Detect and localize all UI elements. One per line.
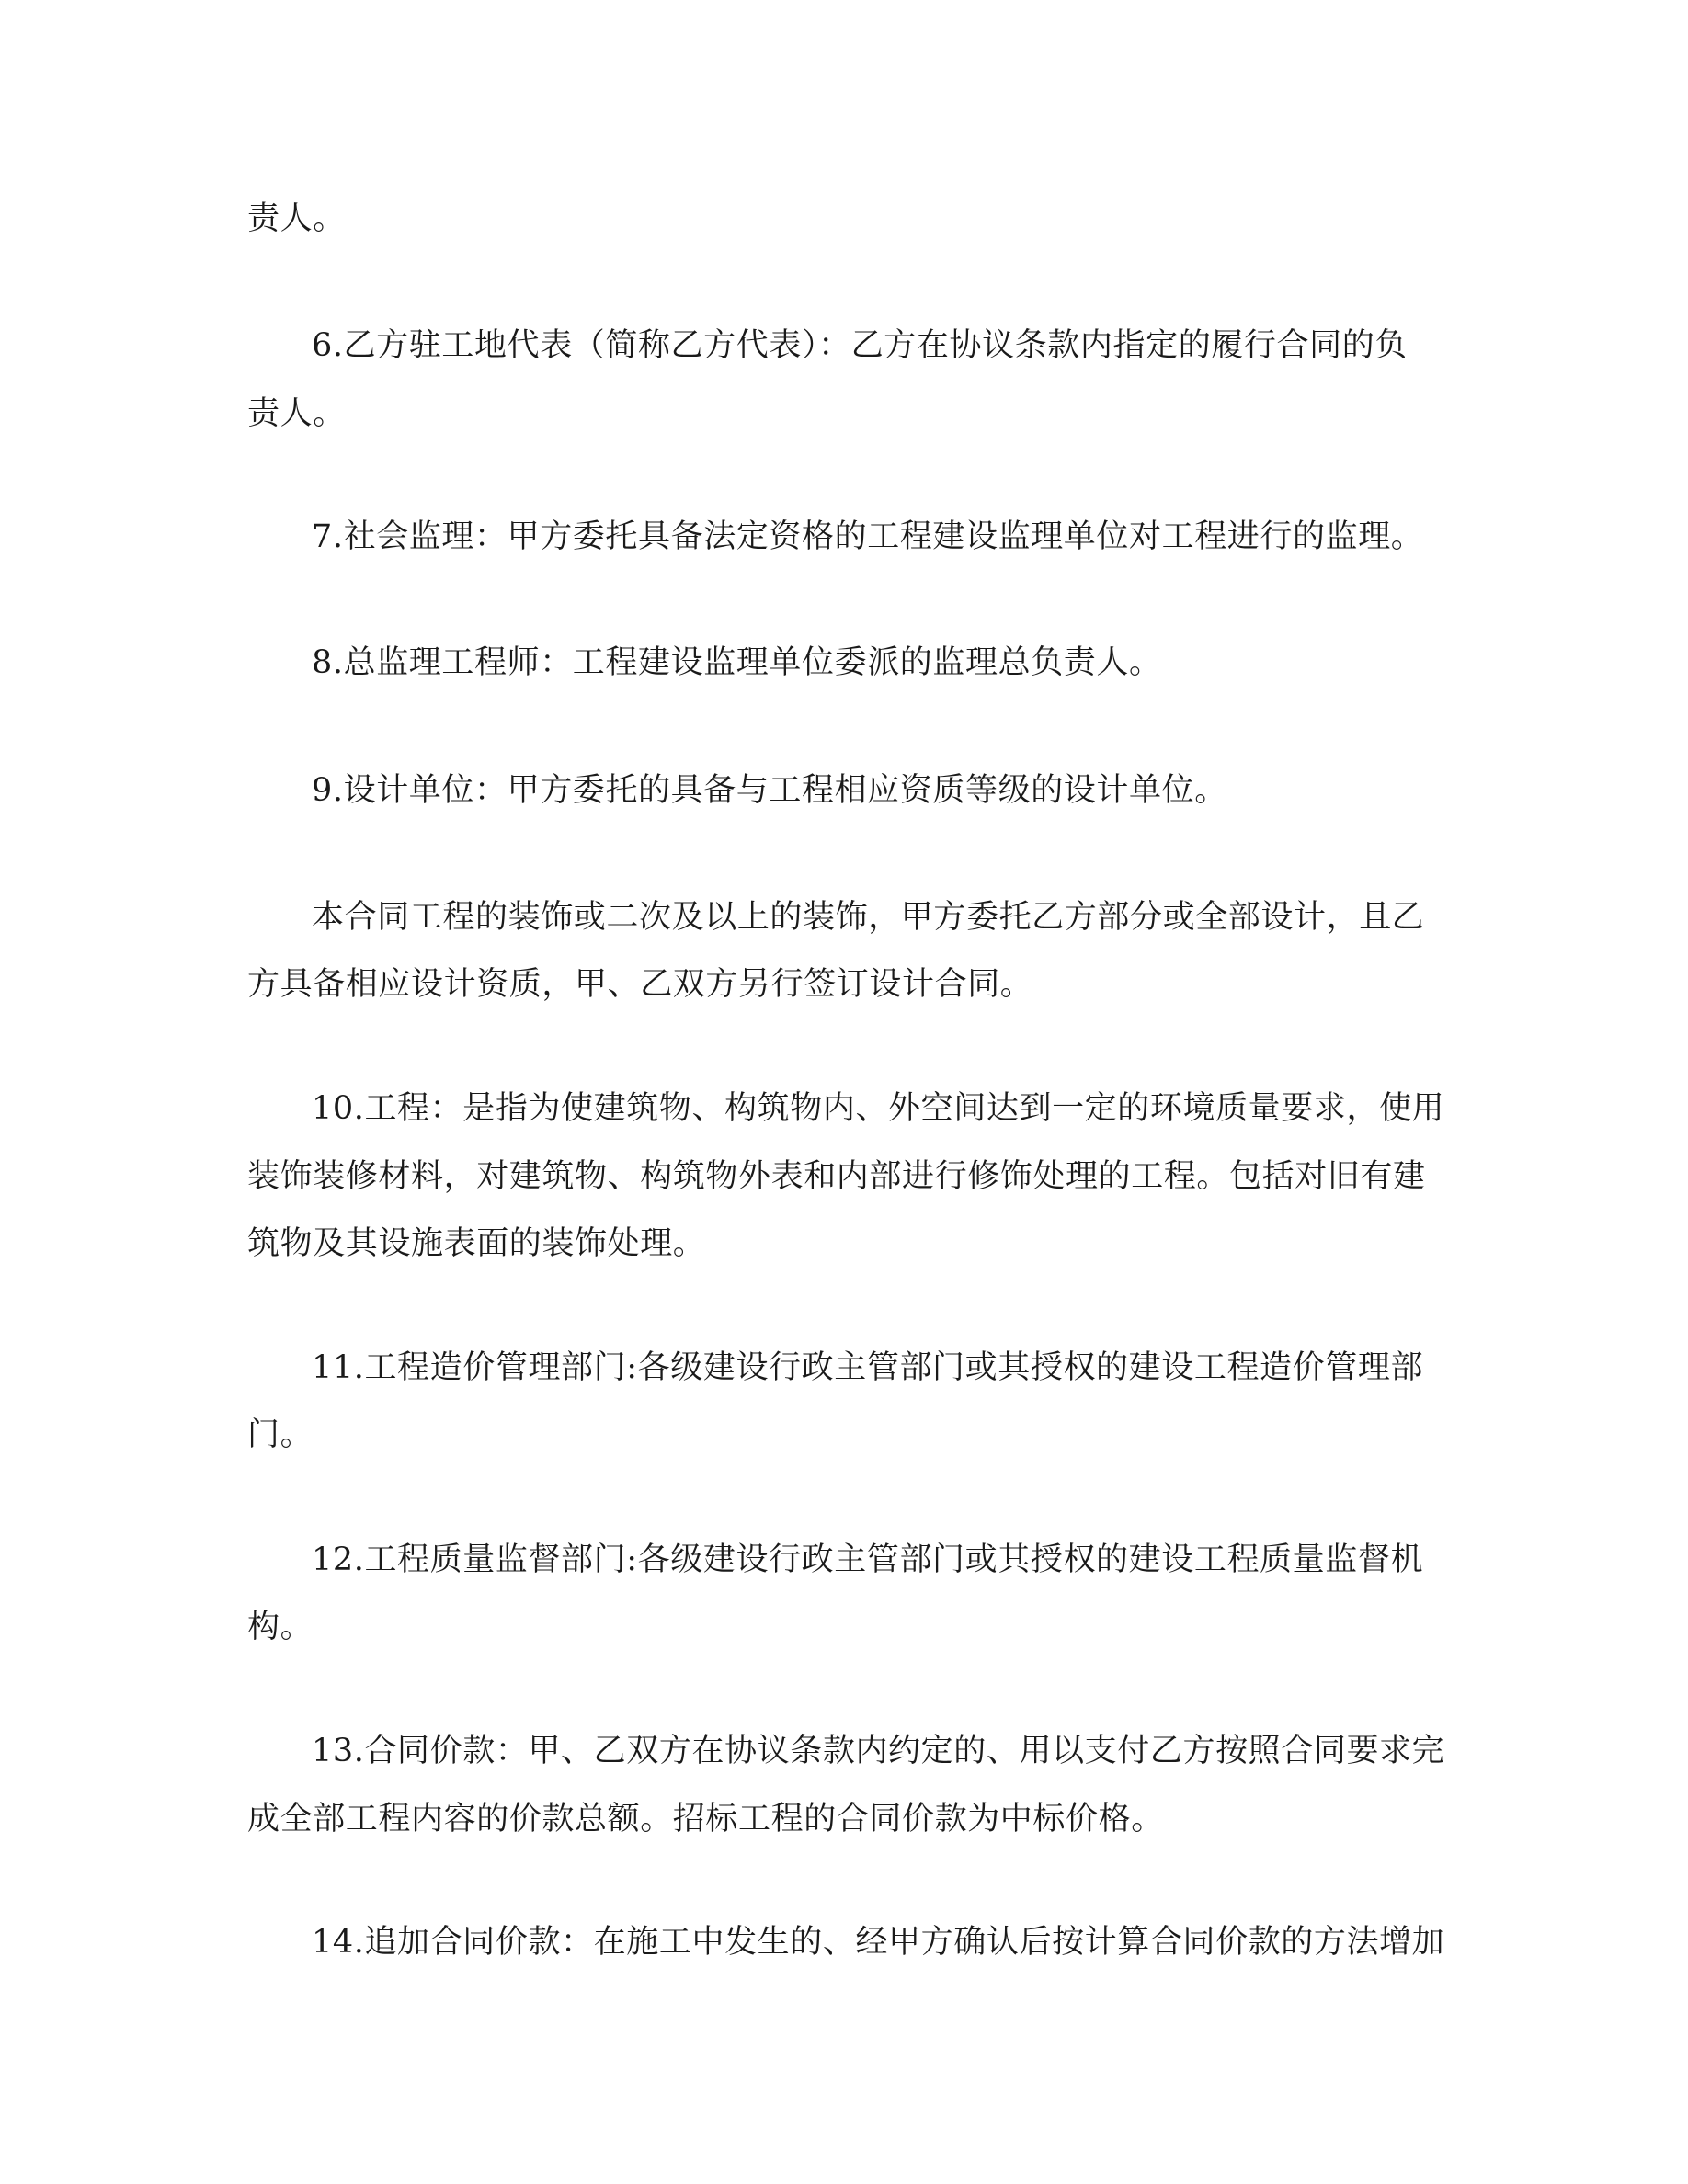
text-line: 方具备相应设计资质，甲、乙双方另行签订设计合同。 — [247, 966, 1033, 1003]
text-line: 13.合同价款：甲、乙双方在协议条款内约定的、用以支付乙方按照合同要求完 — [312, 1733, 1445, 1769]
text-line: 12.工程质量监督部门:各级建设行政主管部门或其授权的建设工程质量监督机 — [312, 1541, 1424, 1578]
text-line: 筑物及其设施表面的装饰处理。 — [247, 1225, 706, 1262]
text-line: 责人。 — [247, 395, 346, 432]
text-line: 成全部工程内容的价款总额。招标工程的合同价款为中标价格。 — [247, 1801, 1164, 1837]
text-line: 构。 — [247, 1609, 314, 1645]
text-line: 11.工程造价管理部门:各级建设行政主管部门或其授权的建设工程造价管理部 — [312, 1349, 1424, 1386]
text-line: 9.设计单位：甲方委托的具备与工程相应资质等级的设计单位。 — [312, 772, 1227, 809]
text-line: 责人。 — [247, 200, 346, 237]
text-line: 本合同工程的装饰或二次及以上的装饰，甲方委托乙方部分或全部设计，且乙 — [312, 899, 1425, 936]
text-line: 门。 — [247, 1416, 314, 1453]
text-line: 7.社会监理：甲方委托具备法定资格的工程建设监理单位对工程进行的监理。 — [312, 518, 1424, 555]
text-line: 14.追加合同价款：在施工中发生的、经甲方确认后按计算合同价款的方法增加 — [312, 1924, 1445, 1961]
text-line: 装饰装修材料，对建筑物、构筑物外表和内部进行修饰处理的工程。包括对旧有建 — [247, 1158, 1426, 1195]
text-line: 8.总监理工程师：工程建设监理单位委派的监理总负责人。 — [312, 644, 1162, 681]
text-line: 10.工程：是指为使建筑物、构筑物内、外空间达到一定的环境质量要求，使用 — [312, 1090, 1445, 1127]
text-line: 6.乙方驻工地代表（简称乙方代表）：乙方在协议条款内指定的履行合同的负 — [312, 327, 1408, 364]
